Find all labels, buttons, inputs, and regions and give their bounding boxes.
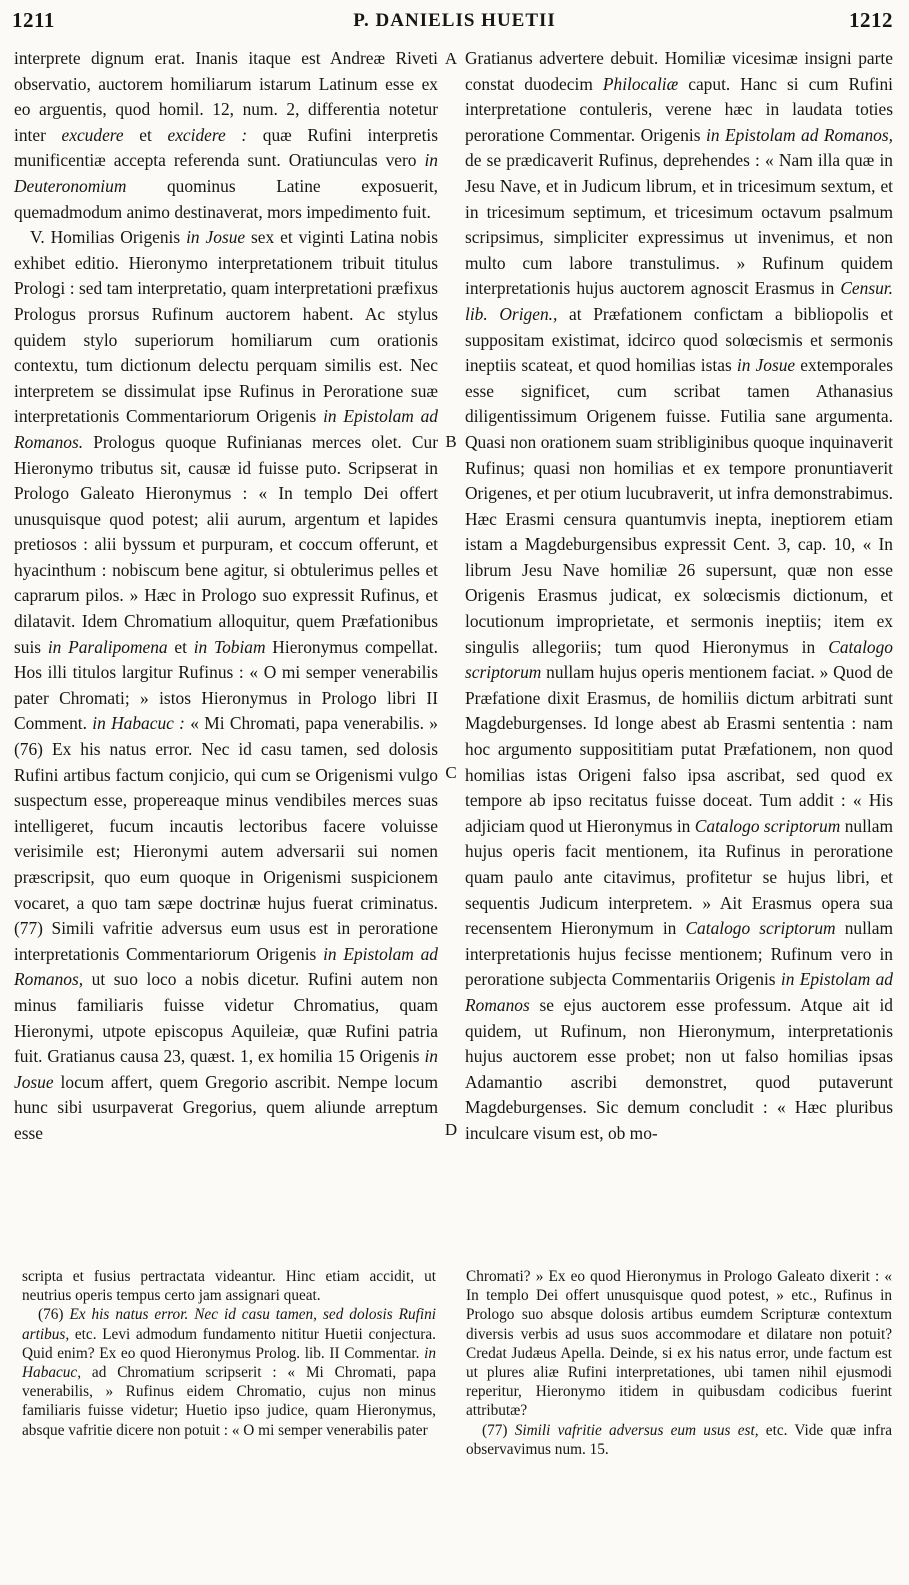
paragraph: [466, 1421, 892, 1459]
text-run: sex et viginti Latina nobis exhibet editio. Hieronymo interpretationem tribuit titulus Prologi : sed tam interpretatio, quam interpretationi præfixus Prologus prorsus Rufinum auctorem habent. Ac stylus quidem stylo superiorum homiliarum cum orationis contextu, tum dictionum delectu perquam similis est. Nec interpretem se dissimulat ipse Rufinus in Peroratione suæ interpretationis Commentariorum Origenis: [14, 227, 438, 427]
text-run: (77): [482, 1421, 515, 1439]
margin-letter-b: B: [445, 432, 457, 451]
text-run: caput. Hanc si cum Rufini interpretatione contuleris, verene hæc in laudata toties peroratione Commentar. Origenis: [465, 73, 893, 145]
page-number-right: 1212: [849, 8, 893, 32]
left-column: [14, 46, 438, 1261]
italic-run: in Epistolam ad Romanos,: [706, 124, 893, 145]
paragraph: [22, 1305, 436, 1439]
text-run: nullam hujus operis facit mentionem, ita Rufinus in peroratione quam paulo ante citavimus, profitetur se hujus libri, et sequentis Judicum interpretem. » Ait Erasmus opera sua recensentem Hieronymum in: [465, 815, 893, 939]
text-run: scripta et fusius pertractata videantur. Hinc etiam accidit, ut neutrius operis tempus certo jam assignari queat.: [22, 1268, 436, 1305]
italic-run: Censur. lib. Origen.,: [465, 278, 893, 324]
text-run: V. Homilias Origenis: [30, 227, 187, 248]
italic-run: in Habacuc,: [22, 1344, 436, 1382]
italic-run: in Epistolam ad Romanos.: [14, 406, 438, 452]
page-header: [12, 8, 897, 40]
paragraph: [14, 46, 438, 225]
text-run: et: [167, 636, 194, 657]
italic-run: in Tobiam: [193, 636, 266, 657]
text-run: etc. Vide quæ infra observavimus num. 15.: [466, 1421, 892, 1458]
italic-run: in Josue: [14, 1046, 438, 1092]
italic-run: in Deuteronomium: [14, 150, 438, 196]
text-run: ut suo loco a nobis dicetur. Rufini autem non minus familiaris fuisse videtur Chromatius, quam Hieronymi, utpote episcopus Aquileiæ, quæ Rufini patria fuit. Gratianus causa 23, quæst. 1, ex homilia 15 Origenis: [14, 969, 438, 1067]
italic-run: in Josue: [186, 227, 246, 248]
text-run: extemporales esse significet, cum scribat tamen Athanasius diligentissimum Origenem fuisse. Futilia sane argumenta. Quasi non orationem suam stribliginibus quoque inquinaverit Rufinus; quasi non homilias et ex tempore pronuntiaverit Origenes, et per otium lucubraverit, ut infra demonstrabimus. Hæc Erasmi censura quantumvis inepta, ineptiorem etiam istam a Magdeburgensibus expressit Cent. 3, cap. 10, « In librum Jesu Nave homiliæ 26 supersunt, quæ non esse Origenis Erasmus judicat, ex solœcismis dictionum, et locutionum improprietate, et sermonis ineptiis; item ex singulis allegoriis; tum quod Hieronymus in: [465, 355, 893, 657]
text-run: et: [123, 124, 168, 145]
text-run: « Mi Chromati, papa venerabilis. » (76) Ex his natus error. Nec id casu tamen, sed dolosis Rufini artibus factum conjicio, qui cum se Origenismi vulgo suspectum esse, propereaque minus vendibiles merces suas intelligeret, fucum incautis lectoribus facere voluisse verisimile est; Hieronymi autem adversarii sui nomen præscripsit, quo eum quoque in Origenismi suspicionem vocaret, a quo tam sæpe doctrinæ hujus fuerat criminatus. (77) Simili vafritie adversus eum usus est in peroratione interpretationis Commentariorum Origenis: [14, 713, 438, 964]
italic-run: excidere :: [167, 124, 248, 145]
text-run: locum affert, quem Gregorio ascribit. Nempe locum hunc sibi usurpaverat Gregorius, quem aliunde arreptum esse: [14, 1071, 438, 1143]
footnotes-left: [22, 1267, 436, 1572]
page-number-left: 1211: [12, 8, 55, 32]
text-run: quæ Rufini interpretis munificentiæ accepta referenda sunt. Oratiunculas vero: [14, 124, 439, 171]
margin-letter-c: C: [445, 763, 457, 782]
margin-letter-a: A: [444, 49, 458, 68]
text-run: Chromati? » Ex eo quod Hieronymus in Prologo Galeato dixerit : « In templo Dei offert unusquisque quod potest, » etc., Rufinus in Prologo suo absque dolosis artibus eumdem Scripturæ contextum diversis verbis ad usus suos accommodare et dilatare non potuit? Credat Judæus Apella. Deinde, si ex his natus error, unde factum est ut plures aliæ Rufini interpretationes, ubi tamen nihil ejusmodi reperitur, Hieronymo itidem in quibusdam codicibus fuerint attributæ?: [466, 1268, 892, 1420]
text-run: nullam interpretationis hujus fecisse mentionem; Rufinum vero in peroratione subjecta Commentariis Origenis: [465, 918, 893, 990]
right-column: [465, 46, 893, 1261]
margin-letter-d: D: [444, 1120, 458, 1139]
paragraph: [466, 1267, 892, 1421]
italic-run: Catalogo scriptorum: [694, 815, 841, 836]
italic-run: excudere: [61, 124, 124, 145]
text-run: ad Chromatium scripserit : « Mi Chromati, papa venerabilis, » Rufinus eidem Chromatio, cujus non minus familiaris fuisse videtur; Huetio ipso judice, quam Hieronymus, absque vafritie dicere non potuit : « O mi semper venerabilis pater: [22, 1364, 436, 1439]
text-run: Hieronymus compellat. Hos illi titulos largitur Rufinus : « O mi semper venerabilis pater Chromati; » istos Hieronymus in Prologo libri II Comment.: [14, 636, 438, 734]
paragraph: [14, 225, 438, 1146]
running-title: P. DANIELIS HUETII: [353, 10, 556, 31]
text-run: nullam hujus operis mentionem faciat. » Quod de Præfatione dixit Erasmus, de homiliis dictum arbitrati sunt Magdeburgenses. Id longe abest ab Erasmi sententia : nam hoc argumento supposititiam putat Præfationem, non quod homilias istas Origeni falso ipsa ascribat, sed quod ex tempore ab ipso recitatus fuisse doceat. Tum addit : « His adjiciam quod ut Hieronymus in: [465, 662, 893, 836]
text-run: etc. Levi admodum fundamento nititur Huetii conjectura. Quid enim? Ex eo quod Hieronymus Prolog. lib. II Commentar.: [22, 1325, 436, 1362]
italic-run: in Epistolam ad Romanos,: [14, 943, 438, 990]
text-run: quominus Latine exposuerit, quemadmodum animo destinaverat, mors impedimento fuit.: [14, 175, 438, 222]
paragraph: [22, 1267, 436, 1305]
italic-run: Philocaliæ: [602, 73, 679, 94]
italic-run: in Epistolam ad Romanos: [465, 969, 893, 1015]
text-run: interprete dignum erat. Inanis itaque est Andreæ Riveti observatio, auctorem homiliarum istarum Latinum esse ex eo arguentis, quod homil. 12, num. 2, differentia notetur inter: [14, 48, 438, 145]
italic-run: in Paralipomena: [47, 636, 168, 657]
text-run: at Præfationem confictam a bibliopolis et suppositam existimat, idcirco quod solœcismis et sermonis ineptiis scateat, et quod homilias istas: [465, 303, 893, 376]
italic-run: Simili vafritie adversus eum usus est,: [514, 1421, 759, 1439]
text-run: se ejus auctorem esse professum. Atque ait id quidem, ut Rufinum, non Hieronymum, interpretationis hujus auctorem esse probet; non ut falso homilias ipsas Adamantio ascribi demonstret, quod putaverunt Magdeburgenses. Sic demum concludit : « Hæc pluribus inculcare visum est, ob mo-: [465, 994, 893, 1143]
footnotes-right: [466, 1267, 892, 1572]
italic-run: in Josue: [736, 355, 796, 376]
text-run: de se prædicaverit Rufinus, deprehendes : « Nam illa quæ in Jesu Nave, et in Judicum librum, et in tricesimum sextum, et in tricesimum septimum, et tricesimum octavum psalmum scripsimus, simpliciter expressimus ut invenimus, et non multo cum labore transtulimus. » Rufinum quidem interpretationis hujus auctorem agnoscit Erasmus in: [465, 150, 893, 299]
italic-run: Catalogo scriptorum: [685, 918, 836, 939]
italic-run: in Habacuc :: [92, 713, 185, 734]
text-run: (76): [38, 1306, 70, 1324]
text-run: Gratianus advertere debuit. Homiliæ vicesimæ insigni parte constat duodecim: [465, 48, 893, 94]
paragraph: [465, 46, 893, 1147]
text-run: Prologus quoque Rufinianas merces olet. Cur Hieronymo tributus sit, causæ id fuisse puto. Scripserat in Prologo Galeato Hieronymus : « In templo Dei offert unusquisque quod potest; alii aurum, argentum et lapides pretiosos : alii byssum et purpuram, et coccum offerunt, et hyacinthum : nobiscum bene agitur, si obtulerimus pelles et caprarum pilos. » Hæc in Prologo suo expressit Rufinus, et dilatavit. Idem Chromatium alloquitur, quem Præfationibus suis: [14, 431, 438, 657]
italic-run: Catalogo scriptorum: [465, 636, 893, 683]
italic-run: Ex his natus error. Nec id casu tamen, sed dolosis Rufini artibus,: [22, 1306, 436, 1343]
